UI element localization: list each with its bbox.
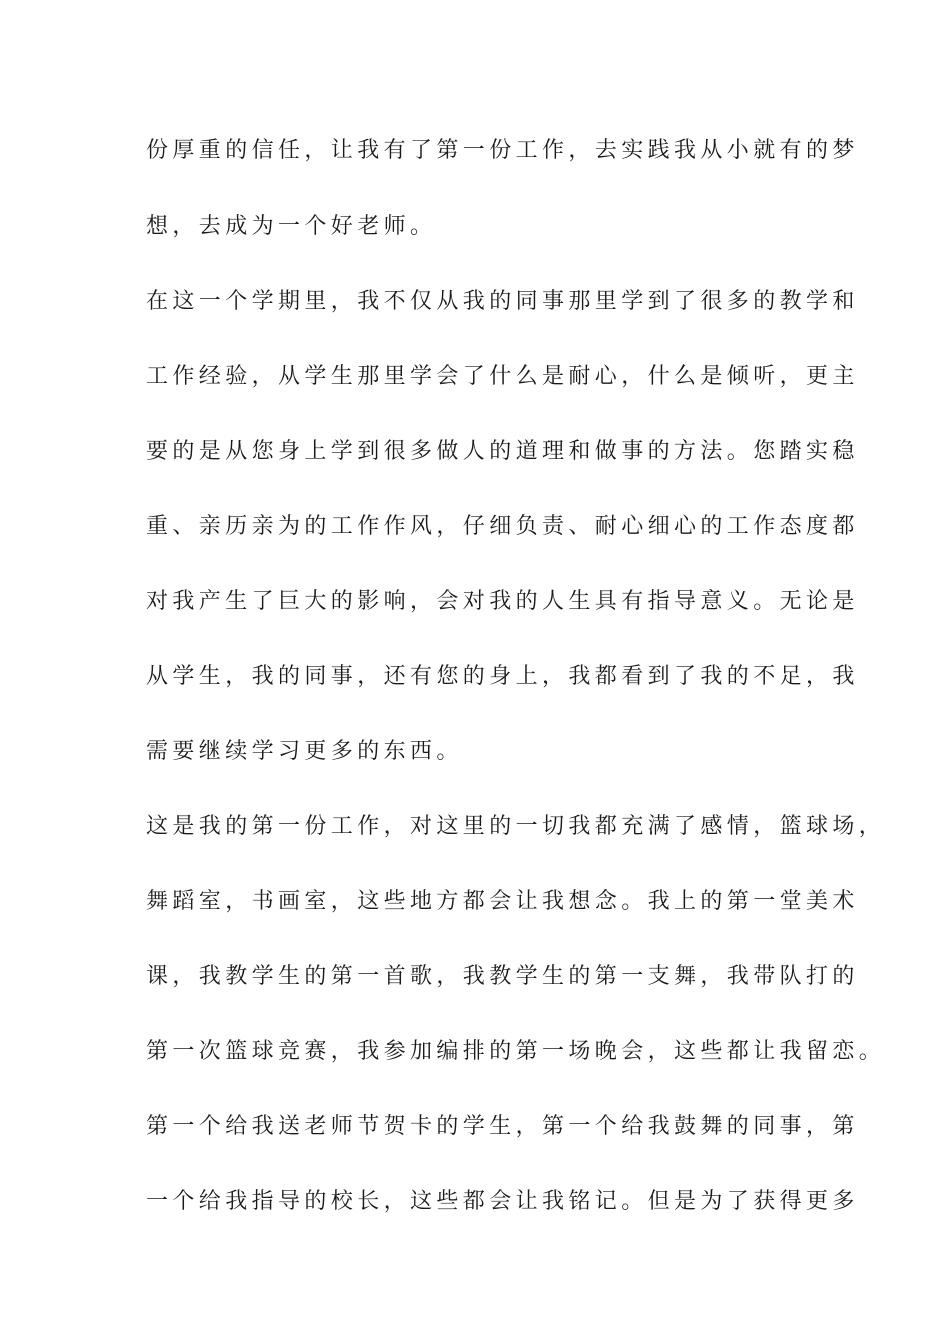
text-line: 对我产生了巨大的影响，会对我的人生具有指导意义。无论是 [146, 589, 859, 614]
text-line: 想，去成为一个好老师。 [146, 214, 437, 239]
text-line: 在这一个学期里，我不仅从我的同事那里学到了很多的教学和 [146, 289, 859, 314]
text-line: 需要继续学习更多的东西。 [146, 739, 463, 764]
text-line: 这是我的第一份工作，对这里的一切我都充满了感情，篮球场， [146, 814, 886, 839]
text-line: 一个给我指导的校长，这些都会让我铭记。但是为了获得更多 [146, 1189, 859, 1214]
text-line: 重、亲历亲为的工作作风，仔细负责、耐心细心的工作态度都 [146, 514, 859, 539]
text-line: 从学生，我的同事，还有您的身上，我都看到了我的不足，我 [146, 664, 859, 689]
text-line: 课，我教学生的第一首歌，我教学生的第一支舞，我带队打的 [146, 964, 859, 989]
text-line: 份厚重的信任，让我有了第一份工作，去实践我从小就有的梦 [146, 138, 859, 163]
text-line: 工作经验，从学生那里学会了什么是耐心，什么是倾听，更主 [146, 364, 859, 389]
text-line: 要的是从您身上学到很多做人的道理和做事的方法。您踏实稳 [146, 439, 859, 464]
text-line: 舞蹈室，书画室，这些地方都会让我想念。我上的第一堂美术 [146, 889, 859, 914]
text-line: 第一次篮球竞赛，我参加编排的第一场晚会，这些都让我留恋。 [146, 1039, 886, 1064]
text-line: 第一个给我送老师节贺卡的学生，第一个给我鼓舞的同事，第 [146, 1114, 859, 1139]
